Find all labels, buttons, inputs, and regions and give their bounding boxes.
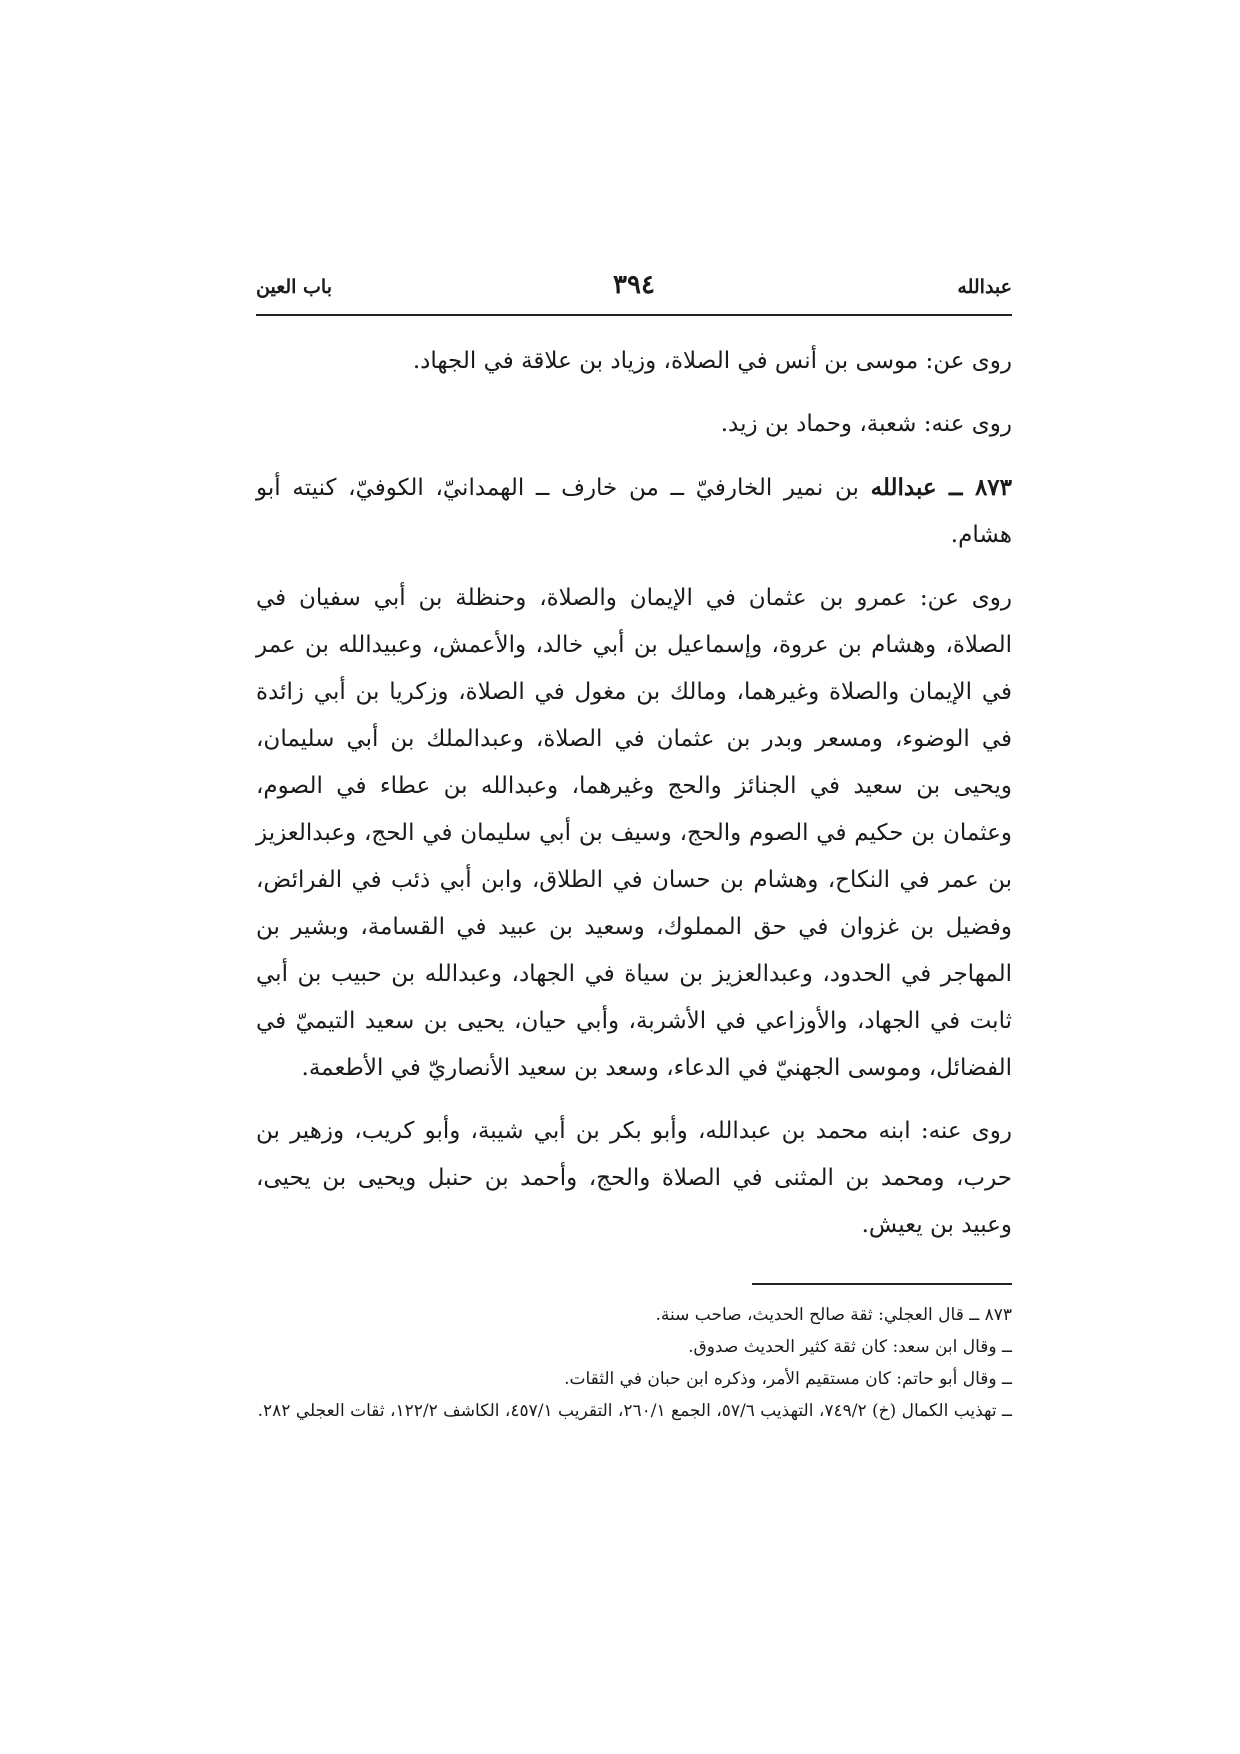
narrated-from-paragraph-2: روى عن: عمرو بن عثمان في الإيمان والصلاة، وحنظلة بن أبي سفيان في الصلاة، وهشام بن عروة، وإسماعيل بن أبي خالد، والأعمش، وعبيدالله بن عمر في الإيمان والصلاة وغيرهما، ومالك بن مغول في الصلاة، وزكريا بن أبي زائدة في الوضوء، ومسعر وبدر بن عثمان في الصلاة، وعبدالملك بن أبي سليمان، ويحيى بن سعيد في الجنائز والحج وغيرهما، وعبدالله بن عطاء في الصوم، وعثمان بن حكيم في الصوم والحج، وسيف بن أبي سليمان في الحج، وعبدالعزيز بن عمر في النكاح، وهشام بن حسان في الطلاق، وابن أبي ذئب في الفرائض، وفضيل بن غزوان في حق المملوك، وسعيد بن عبيد في القسامة، وبشير بن المهاجر في الحدود، وعبدالعزيز بن سياة في الجهاد، وعبدالله بن حبيب بن أبي ثابت في الجهاد، والأوزاعي في الأشربة، وأبي حيان، يحيى بن سعيد التيميّ في الفضائل، وموسى الجهنيّ في الدعاء، وسعد بن سعيد الأنصاريّ في الأطعمة.: [256, 585, 1012, 1081]
footnote-4: ــ تهذيب الكمال (خ) ٧٤٩/٢، التهذيب ٥٧/٦، الجمع ٢٦٠/١، التقريب ٤٥٧/١، الكاشف ١٢٢/٢، ثقات العجلي ٢٨٢.: [257, 1401, 1012, 1421]
entry-873: [256, 464, 1012, 559]
running-head-right: عبدالله: [957, 276, 1012, 298]
main-text: [256, 338, 1012, 1249]
entry-description: بن نمير الخارفيّ ــ من خارف ــ الهمدانيّ، الكوفيّ، كنيته أبو هشام.: [256, 475, 1012, 548]
running-head-left: باب العين: [256, 276, 333, 298]
narrated-from-paragraph-1: روى عن: موسى بن أنس في الصلاة، وزياد بن علاقة في الجهاد.: [412, 348, 1012, 374]
footnote-3: ــ وقال أبو حاتم: كان مستقيم الأمر، وذكره ابن حبان في الثقات.: [564, 1369, 1012, 1389]
footnote-divider: [752, 1283, 1012, 1285]
narrated-by-paragraph-2: روى عنه: ابنه محمد بن عبدالله، وأبو بكر بن أبي شيبة، وأبو كريب، وزهير بن حرب، ومحمد بن المثنى في الصلاة والحج، وأحمد بن حنبل ويحيى بن يحيى، وعبيد بن يعيش.: [256, 1118, 1012, 1238]
footnote-1: ٨٧٣ ــ قال العجلي: ثقة صالح الحديث، صاحب سنة.: [655, 1305, 1012, 1325]
page-header: [256, 270, 1012, 316]
footnotes: [256, 1299, 1012, 1427]
narrated-by-paragraph-1: روى عنه: شعبة، وحماد بن زيد.: [720, 411, 1012, 437]
footnote-2: ــ وقال ابن سعد: كان ثقة كثير الحديث صدوق.: [688, 1337, 1012, 1357]
page-number: ٣٩٤: [613, 270, 655, 300]
document-page: [256, 270, 1012, 1427]
entry-heading: ٨٧٣ ــ عبدالله: [870, 474, 1012, 501]
